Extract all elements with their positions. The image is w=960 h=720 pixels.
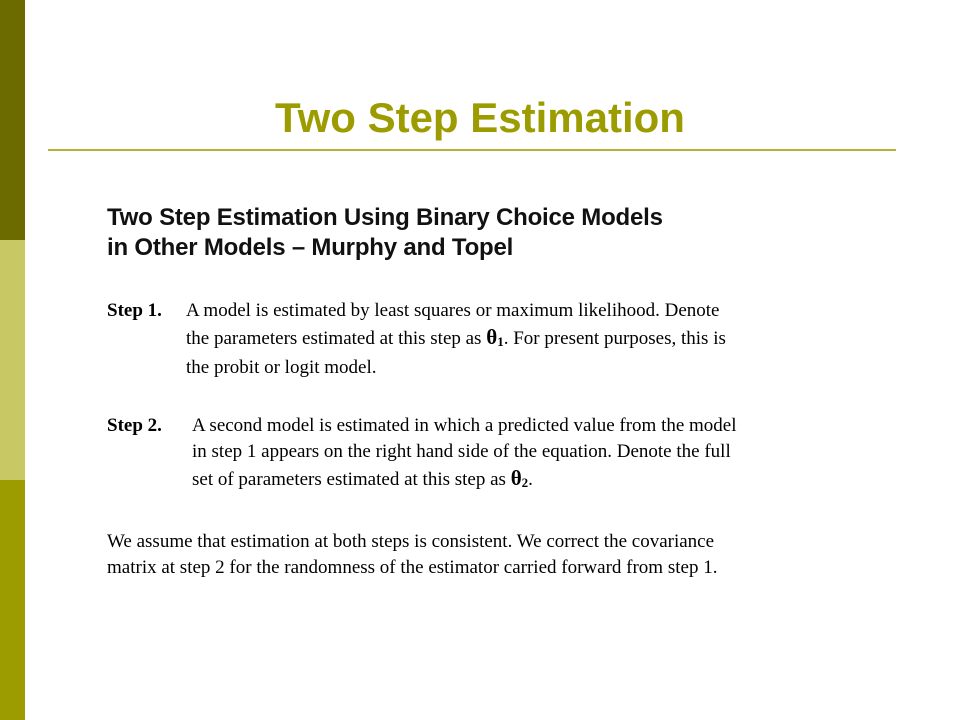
theta-subscript: 1 (497, 334, 504, 349)
step-2-line-3: set of parameters estimated at this step as θ2. (192, 466, 533, 490)
closing-paragraph (107, 529, 717, 581)
slide-title: Two Step Estimation (275, 94, 685, 141)
heading-line-2: in Other Models – Murphy and Topel (107, 234, 514, 261)
step-2 (107, 413, 897, 493)
step-1-body (186, 298, 726, 381)
sidebar-segment-bottom (0, 480, 25, 720)
step-2-label: Step 2. (107, 415, 162, 436)
closing-line-1: We assume that estimation at both steps is consistent. We correct the covariance (107, 531, 715, 552)
step-1 (107, 298, 897, 378)
theta-symbol: θ (486, 325, 498, 349)
step-1-line-3: the probit or logit model. (186, 357, 377, 378)
step-2-line-2: in step 1 appears on the right hand side of the equation. Denote the full (192, 441, 731, 462)
step-1-label: Step 1. (107, 300, 162, 321)
title-divider (48, 149, 896, 151)
theta-symbol: θ (510, 466, 522, 490)
step-2-body (192, 413, 737, 496)
heading-line-1: Two Step Estimation Using Binary Choice Models (107, 204, 663, 231)
step-2-line-1: A second model is estimated in which a predicted value from the model (192, 415, 737, 436)
content-heading (107, 203, 663, 263)
step-1-line-1: A model is estimated by least squares or maximum likelihood. Denote (186, 300, 720, 321)
theta-subscript: 2 (521, 475, 529, 490)
step-1-line-2: the parameters estimated at this step as θ1. For present purposes, this is (186, 325, 726, 349)
closing-line-2: matrix at step 2 for the randomness of the estimator carried forward from step 1. (107, 557, 718, 578)
sidebar-segment-middle (0, 240, 25, 480)
